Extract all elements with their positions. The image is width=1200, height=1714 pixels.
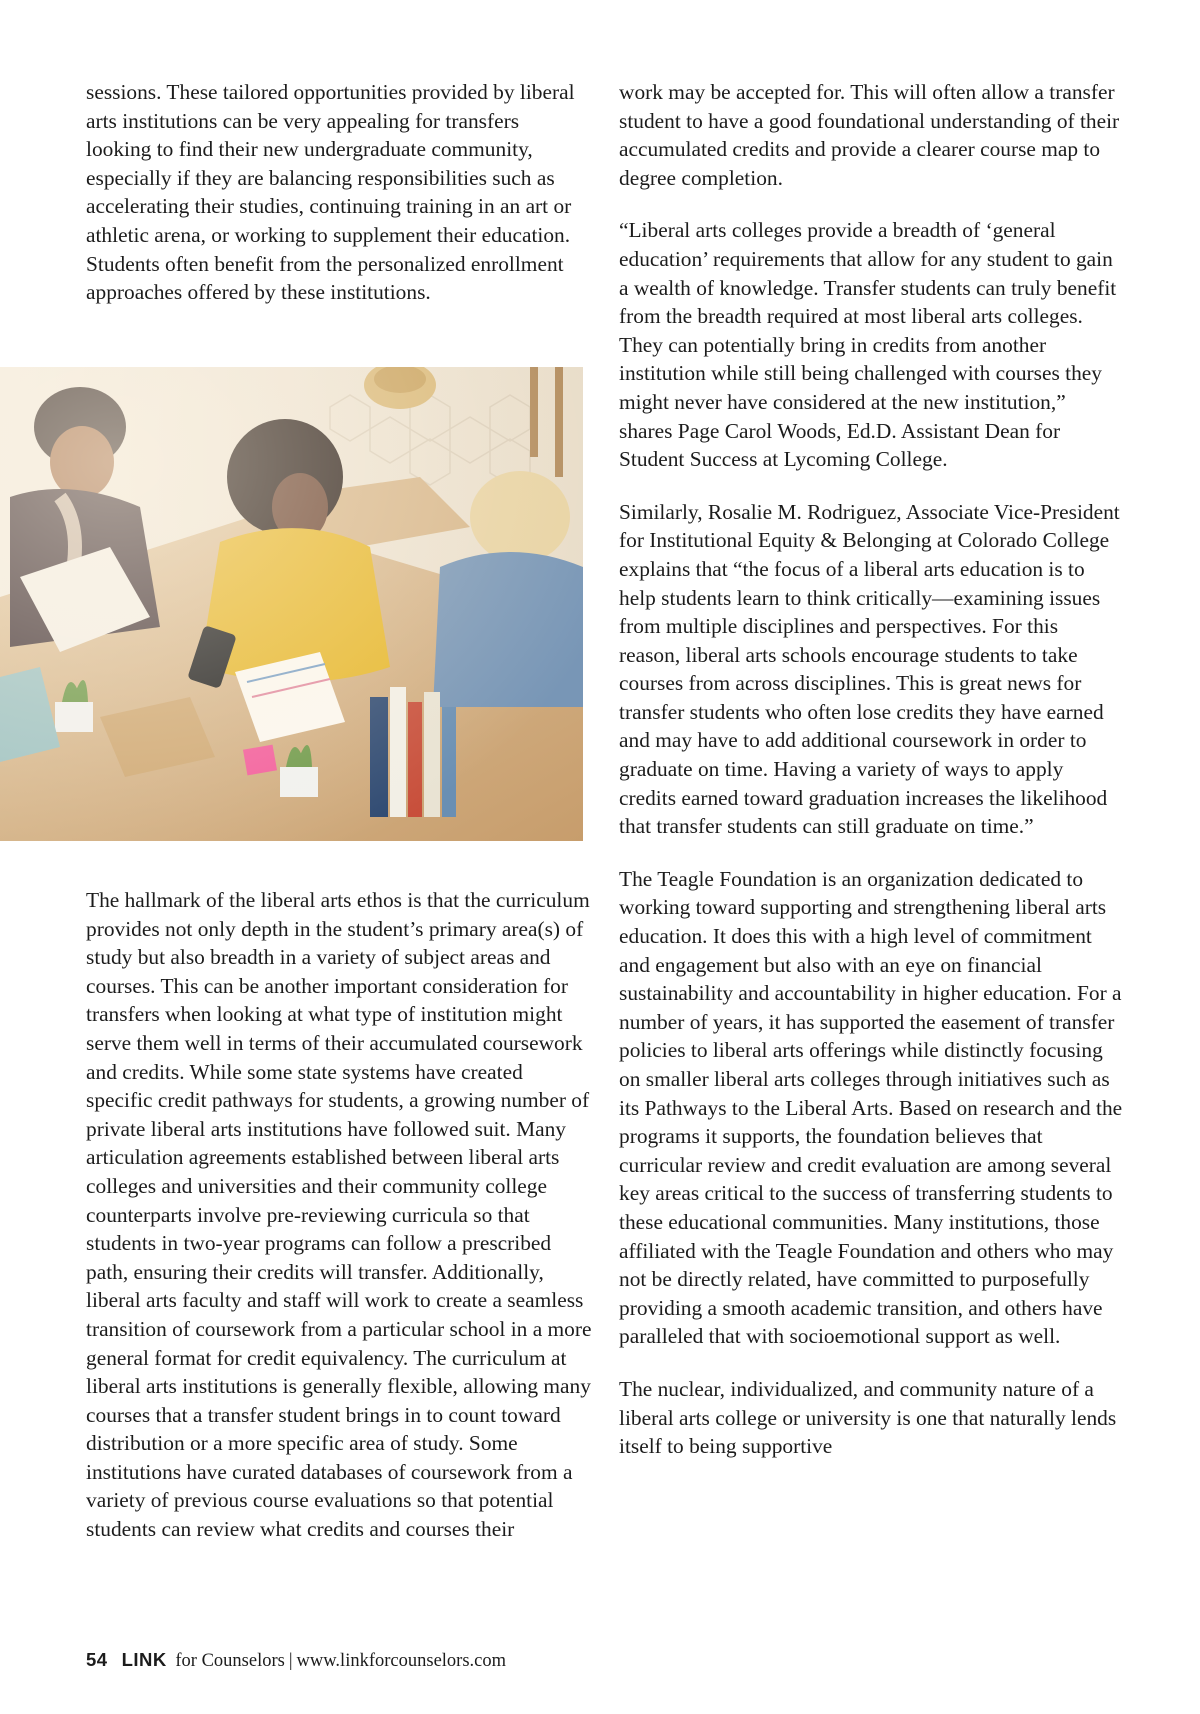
- students-studying-photo: [0, 367, 583, 841]
- body-paragraph: The nuclear, individualized, and community nature of a liberal arts college or university is one that naturally lends itself to being supportive: [619, 1376, 1117, 1459]
- body-paragraph: sessions. These tailored opportunities provided by liberal arts institutions can be very appealing for transfers looking to find their new undergraduate community, especially if they are balancing responsibilities such as accelerating their studies, continuing training in an art or athletic arena, or working to supplement their education. Students often benefit from the personalized enrollment approaches offered by these institutions.: [86, 80, 575, 305]
- left-column-bottom: [86, 886, 594, 1544]
- body-paragraph: The Teagle Foundation is an organization dedicated to working toward supporting and strengthening liberal arts education. It does this with a high level of commitment and engagement but also with an eye on financial sustainability and accountability in higher education. For a number of years, it has supported the easement of transfer policies to liberal arts offerings while distinctly focusing on smaller liberal arts colleges through initiatives such as its Pathways to the Liberal Arts. Based on research and the programs it supports, the foundation believes that curricular review and credit evaluation are among several key areas critical to the success of transferring students to these educational communities. Many institutions, those affiliated with the Teagle Foundation and others who may not be directly related, have committed to purposefully providing a smooth academic transition, and others have paralleled that with socioemotional support as well.: [619, 866, 1123, 1349]
- footer-separator: |: [288, 1651, 293, 1671]
- body-paragraph: The hallmark of the liberal arts ethos is that the curriculum provides not only depth in the student’s primary area(s) of study but also breadth in a variety of subject areas and courses. This can be another important consideration for transfers when looking at what type of institution might serve them well in terms of their accumulated coursework and credits. While some state systems have created specific credit pathways for students, a growing number of private liberal arts institutions have followed suit. Many articulation agreements established between liberal arts colleges and universities and their community college counterparts involve pre-reviewing curricula so that students in two-year programs can follow a prescribed path, ensuring their credits will transfer. Additionally, liberal arts faculty and staff will work to create a seamless transition of coursework from a particular school in a more general format for credit equivalency. The curriculum at liberal arts institutions is generally flexible, allowing many courses that a transfer student brings in to count toward distribution or a more specific area of study. Some institutions have curated databases of coursework from a variety of previous course evaluations so that potential students can review what credits and courses their: [86, 888, 592, 1542]
- quote-paragraph: Similarly, Rosalie M. Rodriguez, Associate Vice-President for Institutional Equity & Belonging at Colorado College explains that “the focus of a liberal arts education is to help students learn to think critically—examining issues from multiple disciplines and perspectives. For this reason, liberal arts schools encourage students to take courses from across disciplines. This is great news for transfer students who often lose credits they have earned and may have to add additional coursework in order to graduate on time. Having a variety of ways to apply credits earned toward graduation increases the likelihood that transfer students can still graduate on time.”: [619, 499, 1120, 839]
- left-column-top: [86, 78, 586, 307]
- body-paragraph: work may be accepted for. This will often allow a transfer student to have a good foundational understanding of their accumulated credits and provide a clearer course map to degree completion.: [619, 80, 1120, 190]
- right-column: [619, 78, 1124, 1461]
- brand-logo-text: LINK: [121, 1649, 167, 1670]
- publication-name: for Counselors: [175, 1651, 285, 1671]
- page-footer: [86, 1648, 506, 1673]
- website-link[interactable]: www.linkforcounselors.com: [296, 1651, 506, 1671]
- quote-paragraph: “Liberal arts colleges provide a breadth of ‘general education’ requirements that allow for any student to gain a wealth of knowledge. Transfer students can truly benefit from the breadth required at most liberal arts colleges. They can potentially bring in credits from another institution while still being challenged with courses they might never have considered at the new institution,” shares Page Carol Woods, Ed.D. Assistant Dean for Student Success at Lycoming College.: [619, 218, 1117, 472]
- page-number: 54: [86, 1649, 108, 1670]
